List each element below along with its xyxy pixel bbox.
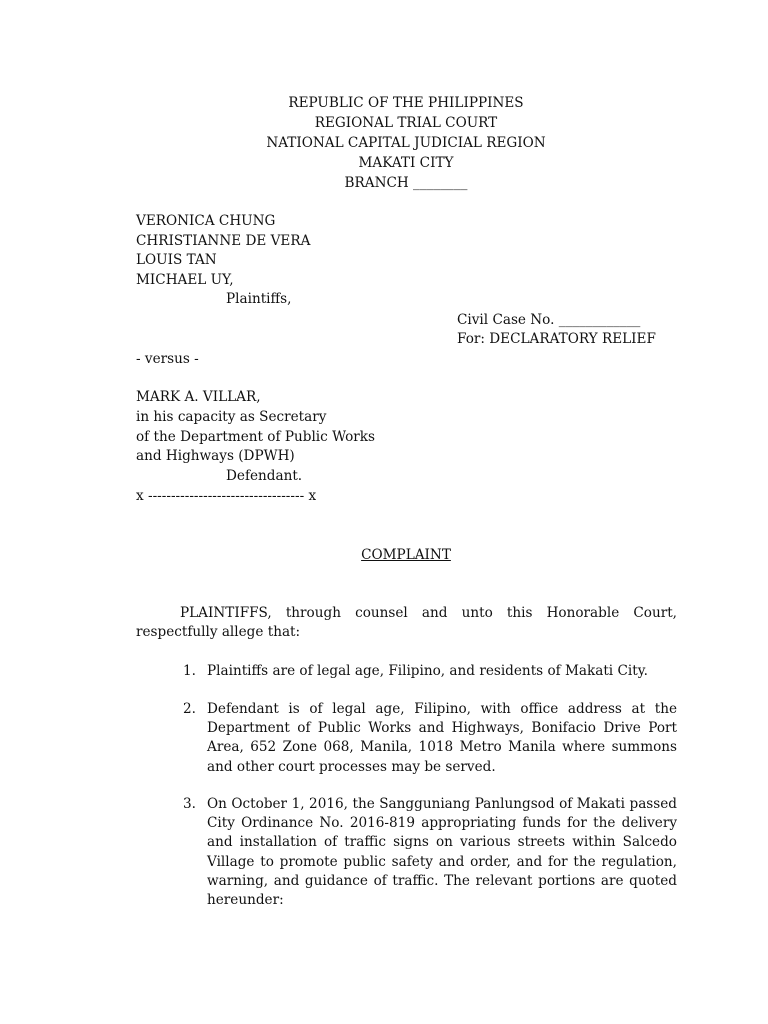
defendant-line: MARK A. VILLAR, — [136, 389, 261, 405]
plaintiff-name: LOUIS TAN — [136, 252, 217, 268]
caption-city: MAKATI CITY — [358, 155, 454, 171]
allegation-text: Plaintiffs are of legal age, Filipino, and residents of Makati City. — [207, 663, 648, 679]
intro-paragraph: PLAINTIFFS, through counsel and unto this Honorable Court, respectfully allege that: — [136, 605, 677, 641]
allegation-text: Defendant is of legal age, Filipino, with office address at the Department of Public Works and Highways, Bonifacio Drive Port Area, 652 Zone 068, Manila, 1018 Metro Manila where summons and other court processes may be served. — [207, 701, 677, 775]
plaintiffs-role: Plaintiffs, — [226, 291, 292, 307]
plaintiff-name: VERONICA CHUNG — [136, 213, 276, 229]
allegation-number: 3. — [183, 796, 196, 812]
versus-label: - versus - — [136, 351, 199, 367]
caption-region: NATIONAL CAPITAL JUDICIAL REGION — [266, 135, 546, 151]
defendant-line: of the Department of Public Works — [136, 429, 376, 445]
defendant-line: in his capacity as Secretary — [136, 409, 327, 425]
plaintiff-name: MICHAEL UY, — [136, 272, 234, 288]
defendant-role: Defendant. — [226, 468, 303, 484]
allegation-number: 1. — [183, 663, 196, 679]
allegation-text: On October 1, 2016, the Sangguniang Panlungsod of Makati passed City Ordinance No. 2016-819 appropriating funds for the delivery and installation of traffic signs on various streets within Salcedo Village to promote public safety and order, and for the regulation, warning, and guidance of traffic. The relevant portions are quoted hereunder: — [207, 796, 677, 909]
caption-court: REGIONAL TRIAL COURT — [314, 115, 498, 131]
caption-separator: x ---------------------------------- x — [136, 488, 317, 504]
caption-republic: REPUBLIC OF THE PHILIPPINES — [288, 95, 524, 111]
civil-case-number: Civil Case No. ____________ — [457, 312, 641, 328]
document-title: COMPLAINT — [361, 547, 451, 563]
case-nature: For: DECLARATORY RELIEF — [457, 331, 656, 347]
plaintiff-name: CHRISTIANNE DE VERA — [136, 233, 311, 249]
caption-branch: BRANCH ________ — [344, 175, 468, 191]
allegation-number: 2. — [183, 701, 196, 717]
defendant-line: and Highways (DPWH) — [136, 448, 295, 464]
